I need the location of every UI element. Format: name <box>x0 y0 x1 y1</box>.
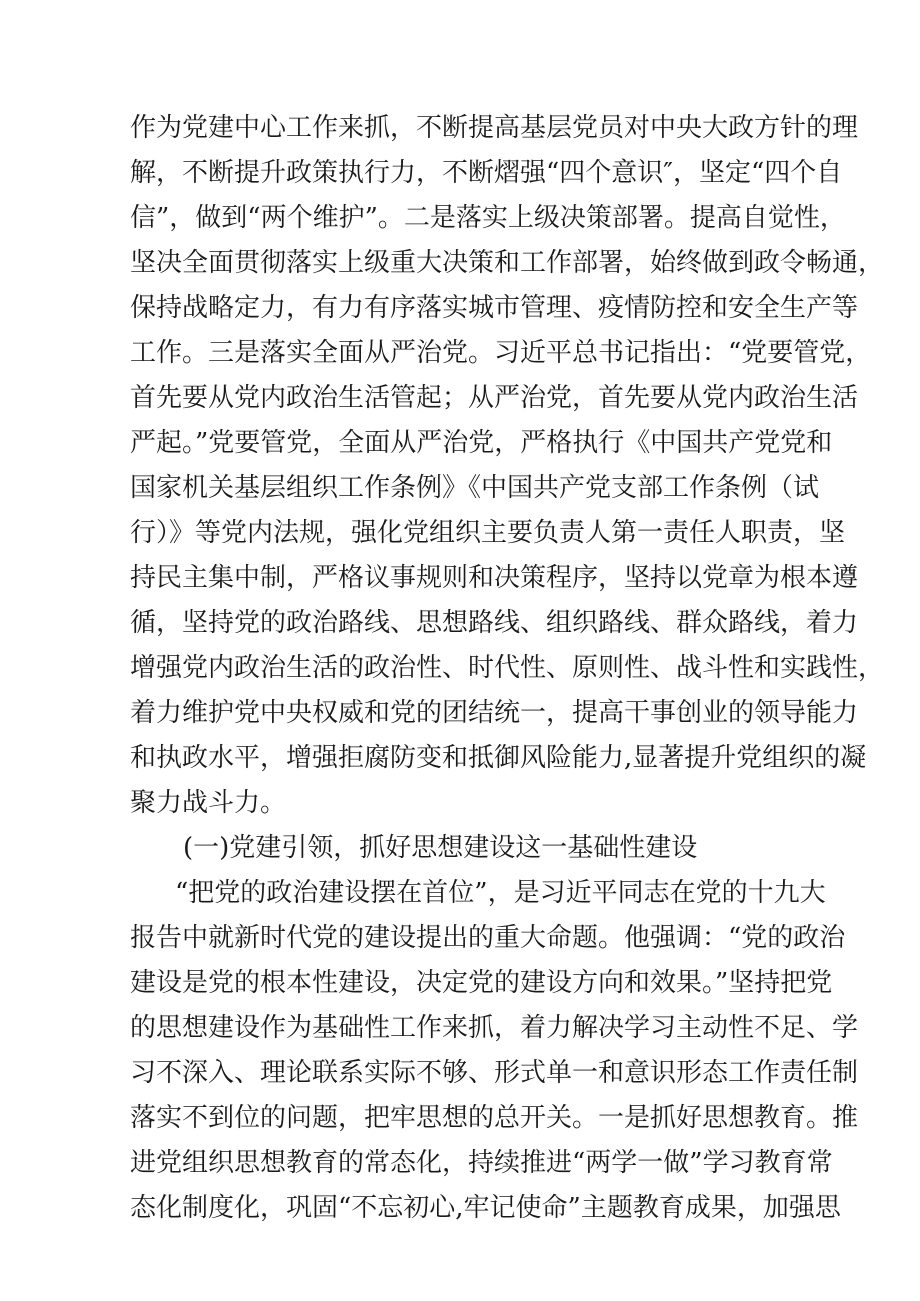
section-heading: (一)党建引领，抓好思想建设这一基础性建设 <box>183 833 698 863</box>
body-line: 落实不到位的问题，把牢思想的总开关。一是抓好思想教育。推 <box>130 1103 859 1133</box>
body-line: 行）》等党内法规，强化党组织主要负责人第一责任人职责，坚 <box>130 518 846 548</box>
body-line: 进党组织思想教育的常态化，持续推进“两学一做”学习教育常 <box>130 1148 833 1178</box>
body-line: 工作。三是落实全面从严治党。习近平总书记指出：“党要管党， <box>130 338 872 368</box>
body-line: 作为党建中心工作来抓，不断提高基层党员对中央大政方针的理 <box>130 113 859 143</box>
body-line: 习不深入、理论联系实际不够、形式单一和意识形态工作责任制 <box>130 1058 859 1088</box>
body-line: 信”，做到“两个维护”。二是落实上级决策部署。提高自觉性， <box>130 203 846 233</box>
body-line: 解，不断提升政策执行力，不断熠强“四个意识″，坚定“四个自 <box>130 158 843 188</box>
body-line: 持民主集中制，严格议事规则和决策程序，坚持以党章为根本遵 <box>130 563 859 593</box>
body-line: 态化制度化，巩固“不忘初心,牢记使命”主题教育成果，加强思 <box>130 1193 841 1223</box>
body-line: 循，坚持党的政治路线、思想路线、组织路线、群众路线，着力 <box>130 608 859 638</box>
body-line: 保持战略定力，有力有序落实城市管理、疫情防控和安全生产等 <box>130 293 859 323</box>
body-line: “把党的政治建设摆在首位”，是习近平同志在党的十九大 <box>175 878 826 908</box>
body-line: 建设是党的根本性建设，决定党的建设方向和效果。”坚持把党 <box>130 968 833 998</box>
body-line: 严起。”党要管党，全面从严治党，严格执行《中国共产党党和 <box>130 428 833 458</box>
body-line: 坚决全面贯彻落实上级重大决策和工作部署，始终做到政令畅通， <box>130 248 885 278</box>
body-line: 的思想建设作为基础性工作来抓，着力解决学习主动性不足、学 <box>130 1013 859 1043</box>
body-line: 聚力战斗力。 <box>130 788 287 818</box>
body-line: 增强党内政治生活的政治性、时代性、原则性、战斗性和实践性， <box>130 653 885 683</box>
body-line: 着力维护党中央权威和党的团结统一，提高干事创业的领导能力 <box>130 698 859 728</box>
body-line: 和执政水平，增强拒腐防变和抵御风险能力,显著提升党组织的凝 <box>130 743 867 773</box>
body-line: 首先要从党内政治生活管起；从严治党，首先要从党内政治生活 <box>130 383 859 413</box>
body-line: 国家机关基层组织工作条例》《中国共产党支部工作条例（试 <box>130 473 820 503</box>
body-line: 报告中就新时代党的建设提出的重大命题。他强调：“党的政治 <box>130 923 846 953</box>
